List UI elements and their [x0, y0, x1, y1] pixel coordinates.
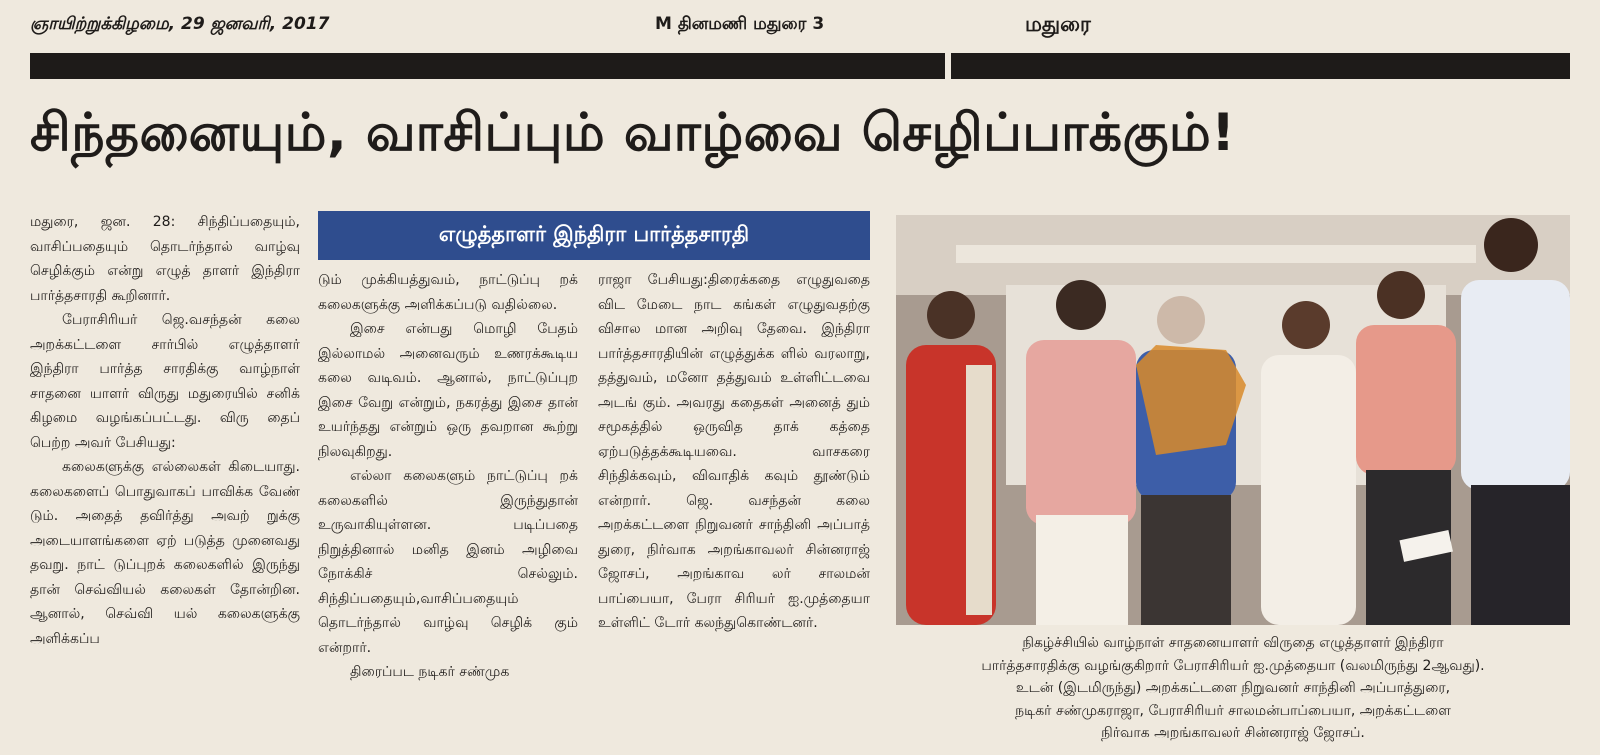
- headline: சிந்தனையும், வாசிப்பும் வாழ்வை செழிப்பாக்கும்!: [30, 103, 1236, 163]
- caption-line: நடிகர் சண்முகராஜா, பேராசிரியர் சாலமன்பாப்பையா, அறக்கட்டளை: [1015, 702, 1451, 719]
- paragraph: கலைகளுக்கு எல்லைகள் கிடையாது. கலைகளைப் பொதுவாகப் பாவிக்க வேண் டும். அதைத் தவிர்த்து அவற் றுக்கு அடையாளங்களை ஏற் படுத்த முனைவது தவறு. நாட் டுப்புறக் கலைகளில் இருந்து தான் செவ்வியல் கலைகள் தோன்றின. ஆனால், செவ்வி யல் கலைகளுக்கு அளிக்கப்ப: [30, 459, 300, 647]
- paragraph: திரைப்பட நடிகர் சண்முக: [350, 664, 510, 680]
- paragraph: பேராசிரியர் ஜெ.வசந்தன் கலை அறக்கட்டளை சார்பில் எழுத்தாளர் இந்திரா பார்த்த சாரதிக்கு வாழ்நாள் சாதனை யாளர் விருது மதுரையில் சனிக் கிழமை வழங்கப்பட்டது. விரு தைப் பெற்ற அவர் பேசியது:: [30, 312, 300, 451]
- page-header: [30, 14, 1570, 46]
- paragraph: ராஜா பேசியது:திரைக்கதை எழுதுவதை விட மேடை நாட கங்கள் எழுதுவதற்கு விசால மான அறிவு தேவை. இந்திரா பார்த்தசாரதியின் எழுத்துக்க ளில் வரலாறு, தத்துவம், மனோ தத்துவம் உள்ளிட்டவை அடங் கும். அவரது கதைகள் அனைத் தும் சமூகத்தில் ஒருவித தாக் கத்தை ஏற்படுத்தக்கூடியவை. வாசகரை சிந்திக்கவும், விவாதிக் கவும் தூண்டும் என்றார். ஜெ. வசந்தன் கலை அறக்கட்டளை நிறுவனர் சாந்தினி அப்பாத் துரை, நிர்வாக அறங்காவலர் சின்னராஜ் ஜோசப், அறங்காவ லர் சாலமன் பாப்பையா, பேரா சிரியர் ஐ.முத்தையா உள்ளிட் டோர் கலந்துகொண்டனர்.: [598, 272, 870, 631]
- paragraph: டும் முக்கியத்துவம், நாட்டுப்பு றக் கலைகளுக்கு அளிக்கப்படு வதில்லை.: [318, 272, 578, 313]
- event-photo: [896, 215, 1570, 625]
- edition-city: மதுரை: [1025, 12, 1091, 36]
- caption-line: உடன் (இடமிருந்து) அறக்கட்டளை நிறுவனர் சாந்தினி அப்பாத்துரை,: [1015, 680, 1451, 696]
- photo-illustration: [896, 215, 1570, 625]
- photo-caption: [896, 632, 1570, 745]
- byline-banner: எழுத்தாளர் இந்திரா பார்த்தசாரதி: [318, 211, 870, 260]
- article-column-2: [318, 268, 578, 685]
- article-column-3: [598, 268, 870, 636]
- paragraph: எல்லா கலைகளும் நாட்டுப்பு றக் கலைகளில் இருந்துதான் உருவாகியுள்ளன. படிப்பதை நிறுத்தினால் மனித இனம் அழிவை நோக்கிச் செல்லும். சிந்திப்பதையும்,வாசிப்பதையும் தொடர்ந்தால் வாழ்வு செழிக் கும் என்றார்.: [318, 468, 578, 656]
- fold-gap: [945, 49, 951, 83]
- article-column-1: [30, 210, 300, 651]
- paragraph: இசை என்பது மொழி பேதம் இல்லாமல் அனைவரும் உணரக்கூடிய கலை வடிவம். ஆனால், நாட்டுப்புற இசை வேறு என்றும், நகரத்து இசை தான் உயர்ந்தது என்றும் ஒரு தவறான கூற்று நிலவுகிறது.: [318, 321, 578, 460]
- dateline: ஞாயிற்றுக்கிழமை, 29 ஜனவரி, 2017: [30, 14, 330, 34]
- caption-line: நிகழ்ச்சியில் வாழ்நாள் சாதனையாளர் விருதை எழுத்தாளர் இந்திரா: [1022, 635, 1444, 651]
- header-rule: [30, 53, 1570, 79]
- caption-line: நிர்வாக அறங்காவலர் சின்னராஜ் ஜோசப்.: [1101, 725, 1365, 741]
- caption-line: பார்த்தசாரதிக்கு வழங்குகிறார் பேராசிரியர் ஐ.முத்தையா (வலமிருந்து 2ஆவது).: [981, 657, 1485, 674]
- masthead: M தினமணி மதுரை 3: [655, 14, 825, 34]
- paragraph: மதுரை, ஜன. 28: சிந்திப்பதையும், வாசிப்பதையும் தொடர்ந்தால் வாழ்வு செழிக்கும் என்று எழுத் தாளர் இந்திரா பார்த்தசாரதி கூறினார்.: [30, 214, 300, 304]
